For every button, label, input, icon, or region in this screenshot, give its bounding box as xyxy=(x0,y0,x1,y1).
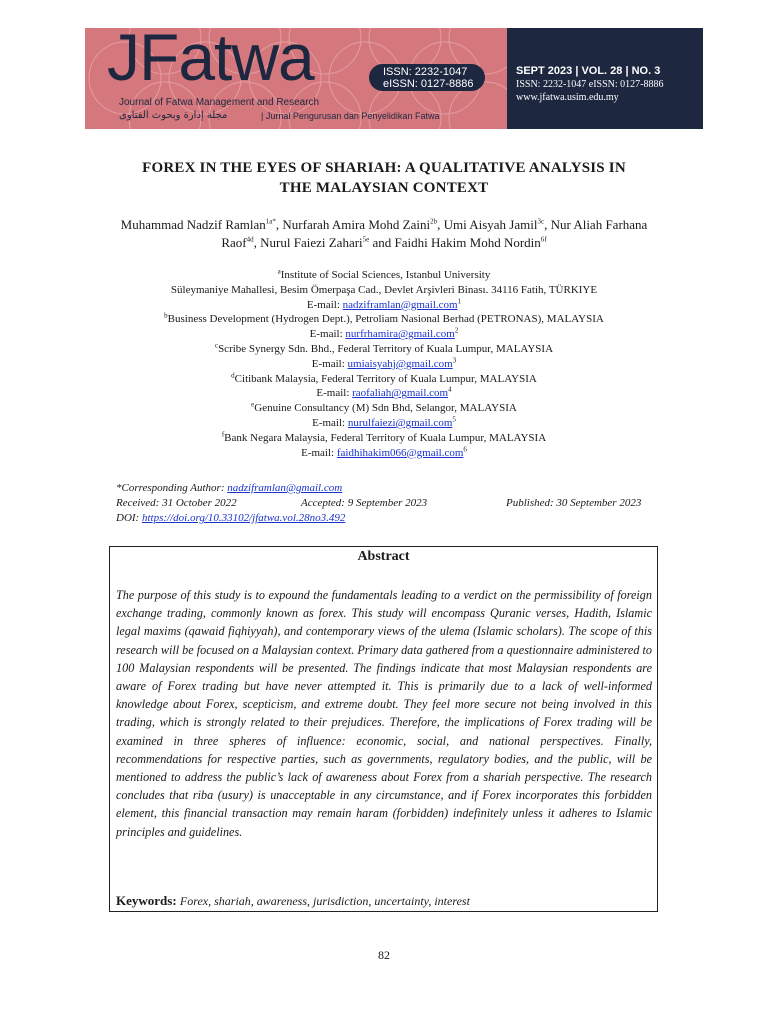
email-e: E-mail: nurulfaiezi@gmail.com$^5$ xyxy=(312,415,456,429)
journal-logo: JFatwa xyxy=(107,28,314,94)
author-affiliation-marker: 1a* xyxy=(265,217,276,226)
email-link[interactable]: raofaliah@gmail.com xyxy=(352,387,449,400)
journal-website[interactable]: www.jfatwa.usim.edu.my xyxy=(516,92,619,103)
email-link[interactable]: nurulfaiezi@gmail.com xyxy=(347,416,453,429)
author-separator: , xyxy=(544,217,551,232)
author-separator: , xyxy=(253,235,261,250)
abstract-text: The purpose of this study is to expound the fundamentals leading to a verdict on the permissibility of foreign exchange trading, commonly known as forex. This study will encompass Quranic verses, Hadith, Islamic legal maxims (qawaid fiqhiyyah), and contemporary views of the ulema (Islamic scholars). The scope of this research will be focused on a Malaysian context. Primary data gathered from a questionnaire administered to 100 Malaysian respondents will be presented. The findings indicate that most Malaysian respondents are aware of Forex trading but have never attempted it. This is primarily due to a lack of well-informed knowledge about Forex, scepticism, and extreme doubt. They feel more secure not being involved in this trading, which is strongly related to their prejudices. Therefore, the implications of Forex trading will be examined in three spheres of influence: economic, social, and national perspectives. Finally, recommendations for respective parties, such as governments, regulatory bodies, and the public, will be mentioned to address the public’s lack of awareness about Forex from a shariah perspective. The research concludes that riba (usury) is unacceptable in any circumstance, and if Forex incorporates this forbidden element, this financial transaction may remain haram (forbidden) indefinitely unless it adheres to Islamic principles and guidelines. xyxy=(116,588,652,839)
title-line-2: THE MALAYSIAN CONTEXT xyxy=(279,180,489,196)
author-name: Faidhi Hakim Mohd Nordin xyxy=(394,235,541,250)
received-date: Received: 31 October 2022 xyxy=(116,497,237,509)
issn-badge xyxy=(369,64,485,91)
affiliation-f: $^f$Bank Negara Malaysia, Federal Territory of Kuala Lumpur, MALAYSIA xyxy=(221,430,547,444)
email-link[interactable]: nadziframlan@gmail.com xyxy=(342,298,458,311)
issn-info: ISSN: 2232-1047 eISSN: 0127-8886 xyxy=(516,79,664,90)
author-separator: , xyxy=(437,217,444,232)
author-name: Umi Aisyah Jamil xyxy=(443,217,538,232)
author-name: Muhammad Nadzif Ramlan xyxy=(120,217,266,232)
article-meta xyxy=(116,481,656,526)
affiliation-d: $^d$Citibank Malaysia, Federal Territory of Kuala Lumpur, MALAYSIA xyxy=(231,370,537,385)
author-separator: , xyxy=(275,217,283,232)
eissn-line: eISSN: 0127-8886 xyxy=(383,78,474,90)
email-f: E-mail: faidhihakim066@gmail.com$^6$ xyxy=(301,444,467,459)
issue-info: SEPT 2023 | VOL. 28 | NO. 3 xyxy=(516,65,661,77)
journal-banner xyxy=(85,28,703,129)
author-name: Nurfarah Amira Mohd Zaini xyxy=(282,217,431,232)
email-d: E-mail: raofaliah@gmail.com$^4$ xyxy=(316,385,452,400)
issn-line: ISSN: 2232-1047 xyxy=(383,66,468,78)
published-date: Published: 30 September 2023 xyxy=(506,497,642,509)
email-b: E-mail: nurfrhamira@gmail.com$^2$ xyxy=(309,326,459,341)
page-number: 82 xyxy=(378,948,390,962)
corresponding-author: *Corresponding Author: nadziframlan@gmail.com xyxy=(116,482,343,494)
affiliation-c: $^c$Scribe Synergy Sdn. Bhd., Federal Territory of Kuala Lumpur, MALAYSIA xyxy=(214,341,554,355)
journal-arabic-name: مجلة إدارة وبحوث الفتاوى xyxy=(119,110,228,121)
banner-issue-panel xyxy=(507,28,703,129)
doi-link[interactable]: https://doi.org/10.33102/jfatwa.vol.28no3.492 xyxy=(141,512,346,524)
author-affiliation-marker: 4d xyxy=(246,235,254,244)
email-a: E-mail: nadziframlan@gmail.com$^1$ xyxy=(306,296,462,311)
affiliation-a: $^a$Institute of Social Sciences, Istanbul University xyxy=(277,267,491,281)
email-link[interactable]: umiaisyahj@gmail.com xyxy=(347,357,453,370)
affiliation-e: $^e$Genuine Consultancy (M) Sdn Bhd, Selangor, MALAYSIA xyxy=(251,400,517,415)
author-name: Nur Aliah Farhana Raof xyxy=(221,217,648,250)
accepted-date: Accepted: 9 September 2023 xyxy=(301,497,428,509)
email-link[interactable]: nurfrhamira@gmail.com xyxy=(345,328,455,341)
dates-row xyxy=(116,496,656,511)
author-affiliation-marker: 5e xyxy=(362,235,370,244)
author-name: Nurul Faiezi Zahari xyxy=(260,235,363,250)
keywords-text: Forex, shariah, awareness, jurisdiction, uncertainty, interest xyxy=(179,894,470,908)
doi-row: DOI: https://doi.org/10.33102/jfatwa.vol.28no3.492 xyxy=(116,512,346,524)
keywords-line xyxy=(116,893,470,909)
banner-logo-panel xyxy=(85,28,507,129)
affiliations xyxy=(110,268,658,460)
author-separator: and xyxy=(369,235,395,250)
email-c: E-mail: umiaisyahj@gmail.com$^3$ xyxy=(311,356,457,370)
journal-full-name: Journal of Fatwa Management and Research xyxy=(119,97,320,108)
affiliation-b: $^b$Business Development (Hydrogen Dept.), Petroliam Nasional Berhad (PETRONAS), MALAYSIA xyxy=(164,311,604,326)
author-affiliation-marker: 3c xyxy=(537,217,545,226)
email-link[interactable]: faidhihakim066@gmail.com xyxy=(336,446,464,459)
author-affiliation-marker: 6f xyxy=(540,235,547,244)
paper-title xyxy=(110,158,658,198)
title-line-1: FOREX IN THE EYES OF SHARIAH: A QUALITATIVE ANALYSIS IN xyxy=(142,160,626,176)
author-list xyxy=(110,216,658,252)
abstract-box xyxy=(109,546,658,912)
journal-malay-name: | Jurnal Pengurusan dan Penyelidikan Fatwa xyxy=(261,111,440,121)
keywords-label: Keywords: xyxy=(116,893,177,908)
affiliation-a-address: Süleymaniye Mahallesi, Besim Ömerpaşa Cad., Devlet Arşivleri Binası. 34116 Fatih, TÜRKIYE xyxy=(170,283,598,296)
author-affiliation-marker: 2b xyxy=(430,217,438,226)
abstract-heading: Abstract xyxy=(357,549,410,564)
corresponding-email-link[interactable]: nadziframlan@gmail.com xyxy=(227,482,343,494)
